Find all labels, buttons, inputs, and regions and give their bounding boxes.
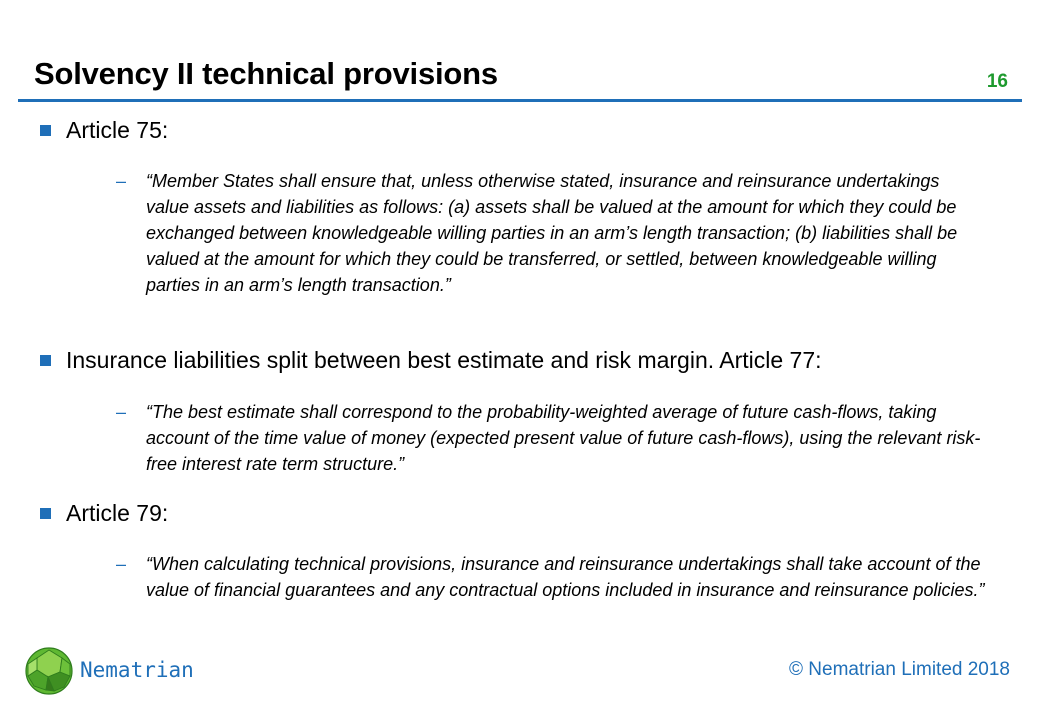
bullet-item (40, 345, 822, 375)
footer-copyright: © Nematrian Limited 2018 (789, 659, 1010, 680)
slide-title: Solvency II technical provisions (34, 56, 498, 91)
title-divider (18, 99, 1022, 102)
sub-bullet-item (116, 399, 986, 477)
sub-bullet-item (116, 551, 986, 603)
quote-text: “When calculating technical provisions, insurance and reinsurance undertakings shall take account of the value of financial guarantees and any contractual options included in insurance and reinsurance policies.” (146, 554, 985, 600)
bullet-item (40, 115, 168, 145)
quote-text: “Member States shall ensure that, unless otherwise stated, insurance and reinsurance undertakings value assets and liabilities as follows: (a) assets shall be valued at the amount for which they could be exchanged between knowledgeable willing parties in an arm’s length transaction; (b) liabilities shall be valued at the amount for which they could be transferred, or settled, between knowledgeable willing parties in an arm’s length transaction.” (146, 171, 958, 295)
sub-bullet-item (116, 168, 986, 298)
bullet-text: Article 79: (66, 500, 169, 526)
dash-icon: – (116, 554, 127, 574)
green-polyhedron-logo-icon (24, 646, 74, 696)
page-number: 16 (986, 71, 1008, 92)
bullet-text: Insurance liabilities split between best estimate and risk margin. Article 77: (66, 347, 822, 373)
bullet-text: Article 75: (66, 117, 169, 143)
square-bullet-icon (40, 508, 51, 519)
bullet-item (40, 498, 168, 528)
footer-brand: Nematrian (80, 658, 194, 682)
square-bullet-icon (40, 355, 51, 366)
dash-icon: – (116, 402, 127, 422)
square-bullet-icon (40, 125, 51, 136)
quote-text: “The best estimate shall correspond to the probability-weighted average of future cash-flows, taking account of the time value of money (expected present value of future cash-flows), using the relevant risk-free interest rate term structure.” (146, 402, 981, 474)
dash-icon: – (116, 171, 127, 191)
